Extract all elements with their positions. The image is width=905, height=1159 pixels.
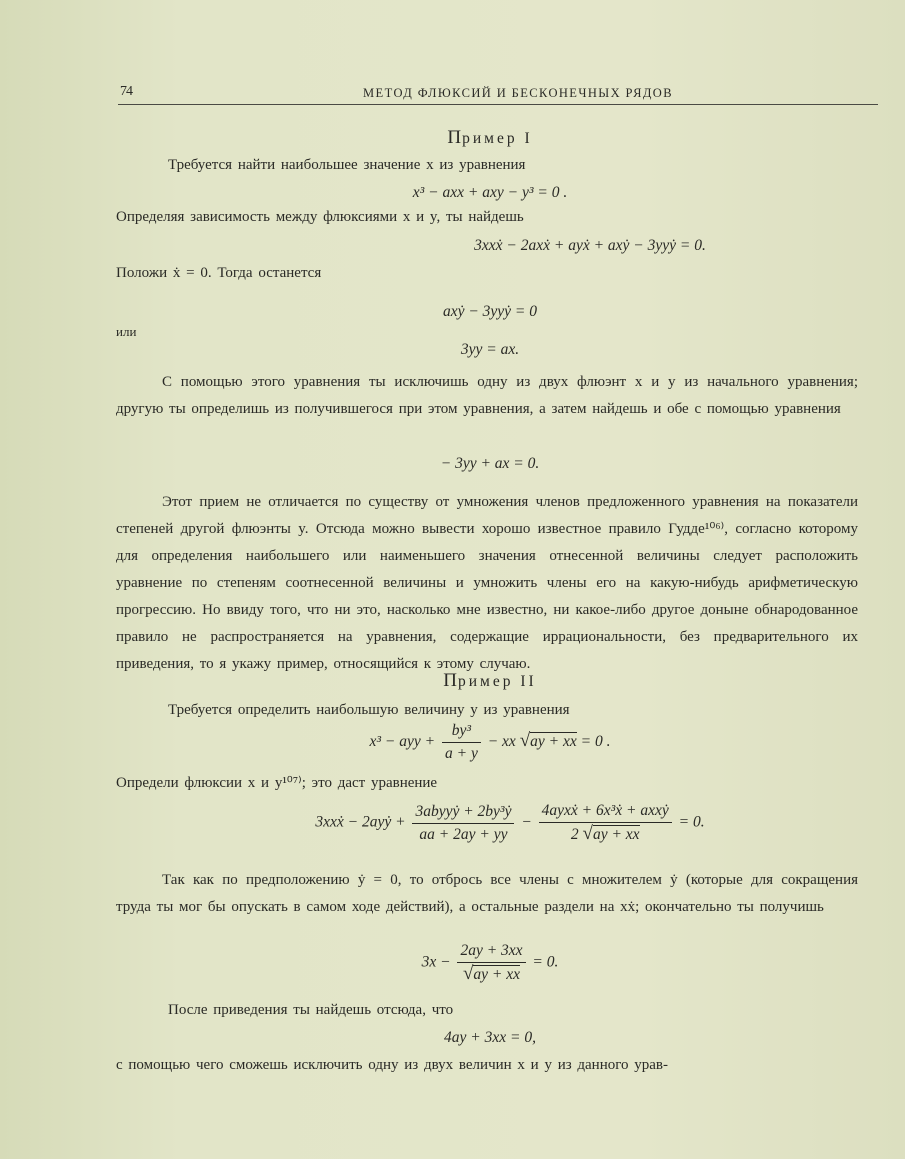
equation-1-1: x³ − axx + axy − y³ = 0 . bbox=[412, 184, 568, 201]
paragraph-drop-terms: Так как по предположению ẏ = 0, то отбрось все члены с множителем ẏ (которые для сокращения труда ты мог бы опускать в самом ходе действий), а остальные раздели на xẋ; окончательно ты получишь bbox=[116, 872, 858, 915]
equation-1-5: − 3yy + ax = 0. bbox=[440, 455, 540, 472]
equation-2-3: 3x − $\frac{2ay + 3xx}{√ay + xx}$ = 0. bbox=[421, 942, 559, 984]
paragraph-elimination: С помощью этого уравнения ты исключишь одну из двух флюэнт x и y из начального уравнения; другую ты определишь из получившегося при этом уравнения, а затем найдешь и обе с помощью уравнения bbox=[116, 374, 858, 417]
word-or: или bbox=[116, 324, 137, 339]
page-number: 74 bbox=[120, 84, 132, 99]
square-root-icon: √ bbox=[462, 963, 474, 984]
equation-1-2: 3xxẋ − 2axẋ + ayẋ + axẏ − 3yyẏ = 0. bbox=[474, 237, 706, 254]
example-1-heading: Пример I bbox=[447, 127, 533, 148]
example-1-intro: Требуется найти наибольшее значение x из уравнения bbox=[168, 157, 526, 173]
equation-2-1: x³ − ayy + $\frac{\text{by³}}{a + y}$ − xx √ay + xx = 0 . bbox=[122, 720, 858, 765]
paragraph-set-zero: Положи ẋ = 0. Тогда останется bbox=[116, 265, 322, 281]
fraction: $\frac{\text{by³}}{a + y}$ bbox=[442, 720, 481, 765]
paragraph-after-reduction: После приведения ты найдешь отсюда, что bbox=[168, 1002, 454, 1018]
equation-2-2: 3xxẋ − 2ayẏ + $\frac{\text{3abyyẏ + 2by³ẏ}}{aa + 2ay + yy}$ − $\frac{\text{4ayxẋ + 6x³ẋ + axxẏ}}{2 √ay + xx}$ = 0. bbox=[315, 802, 705, 844]
running-header bbox=[118, 80, 878, 105]
paragraph-hudde-rule: Этот прием не отличается по существу от умножения членов предложенного уравнения на показатели степеней другой флюэнты y. Отсюда можно вывести хорошо известное правило Гудде¹⁰⁶⁾, согласно которому для определения наибольшего или наименьшего значения отнесенной величины следует расположить уравнение по степеням соотнесенной величины и умножить члены его на какую-нибудь арифметическую прогрессию. Но ввиду того, что ни это, насколько мне известно, ни какое-либо другое доныне обнародованное правило не распространяется на уравнения, содержащие иррациональности, без предварительного их приведения, то я укажу пример, относящийся к этому случаю. bbox=[116, 494, 858, 672]
paragraph-fluxions: Определяя зависимость между флюксиями x и y, ты найдешь bbox=[116, 209, 524, 225]
equation-1-3: axẏ − 3yyẏ = 0 bbox=[442, 303, 538, 320]
paragraph-last-line: с помощью чего сможешь исключить одну из двух величин x и y из данного урав- bbox=[116, 1057, 669, 1073]
equation-2-4: 4ay + 3xx = 0, bbox=[444, 1029, 536, 1046]
example-2-intro: Требуется определить наибольшую величину y из уравнения bbox=[168, 702, 570, 718]
example-2-heading: Пример II bbox=[443, 670, 537, 691]
fraction-1: $\frac{\text{3abyyẏ + 2by³ẏ}}{aa + 2ay + yy}$ bbox=[412, 801, 514, 846]
fraction: $\frac{2ay + 3xx}{√ay + xx}$ bbox=[457, 940, 525, 986]
paragraph-define-fluxions: Определи флюксии x и y¹⁰⁷⁾; это даст уравнение bbox=[116, 775, 438, 791]
square-root-icon: √ bbox=[582, 823, 593, 844]
equation-1-4: 3yy = ax. bbox=[460, 341, 520, 358]
square-root-icon: √ bbox=[519, 730, 531, 752]
running-title: МЕТОД ФЛЮКСИЙ И БЕСКОНЕЧНЫХ РЯДОВ bbox=[363, 86, 673, 100]
fraction-2: $\frac{\text{4ayxẋ + 6x³ẋ + axxẏ}}{2 √ay + xx}$ bbox=[539, 800, 672, 846]
